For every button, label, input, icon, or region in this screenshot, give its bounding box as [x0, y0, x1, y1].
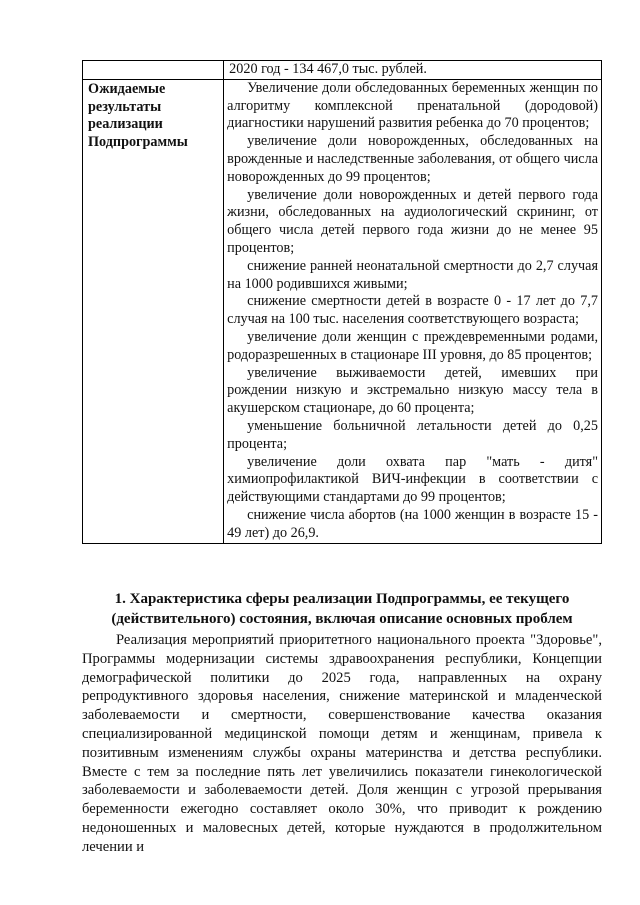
table-row	[83, 79, 602, 543]
result-item: увеличение доли новорожденных, обследованных на врожденные и наследственные заболевания, от общего числа новорожденных до 99 процентов;	[227, 133, 598, 185]
funding-cell: 2020 год - 134 467,0 тыс. рублей.	[224, 61, 602, 80]
expected-results-cell	[224, 79, 602, 543]
result-item: снижение смертности детей в возрасте 0 - 17 лет до 7,7 случая на 100 тыс. населения соответствующего возраста;	[227, 293, 598, 328]
result-item: увеличение доли охвата пар "мать - дитя" химиопрофилактикой ВИЧ-инфекции в соответствии с действующими стандартами до 99 процентов;	[227, 453, 598, 506]
result-item: увеличение доли женщин с преждевременными родами, родоразрешенных в стационаре III уровня, до 85 процентов;	[227, 328, 598, 363]
result-item: снижение ранней неонатальной смертности до 2,7 случая на 1000 родившихся живыми;	[227, 257, 598, 292]
expected-results-label: Ожидаемые результаты реализации Подпрограммы	[83, 79, 224, 543]
result-item: уменьшение больничной летальности детей до 0,25 процента;	[227, 417, 598, 452]
result-item: Увеличение доли обследованных беременных женщин по алгоритму комплексной пренатальной (дородовой) диагностики нарушений развития ребенка до 70 процентов;	[227, 79, 598, 132]
table-cell-empty	[83, 61, 224, 80]
section-heading: 1. Характеристика сферы реализации Подпрограммы, ее текущего (действительного) состояния, включая описание основных проблем	[111, 591, 573, 627]
result-item: увеличение выживаемости детей, имевших при рождении низкую и экстремально низкую массу тела в акушерском стационаре, до 60 процента;	[227, 364, 598, 417]
result-item: снижение числа абортов (на 1000 женщин в возрасте 15 - 49 лет) до 26,9.	[227, 506, 598, 541]
result-item: увеличение доли новорожденных и детей первого года жизни, обследованных на аудиологический скрининг, от общего числа детей первого года жизни до не менее 95 процентов;	[227, 186, 598, 256]
table-row	[83, 61, 602, 80]
subprogram-passport-table	[82, 60, 602, 544]
section-paragraph: Реализация мероприятий приоритетного национального проекта "Здоровье", Программы модернизации системы здравоохранения республики, Концепции демографической политики до 2025 года, направленных на охрану репродуктивного здоровья населения, снижение материнской и младенческой заболеваемости и смертности, совершенствование качества оказания специализированной медицинской помощи детям и женщинам, привела к позитивным изменениям службы охраны материнства и детства республики. Вместе с тем за последние пять лет увеличились показатели гинекологической заболеваемости и заболеваемости детей. Доля женщин с угрозой прерывания беременности ежегодно составляет около 30%, что приводит к рождению недоношенных и маловесных детей, которые нуждаются в продолжительном лечении и	[82, 632, 602, 855]
